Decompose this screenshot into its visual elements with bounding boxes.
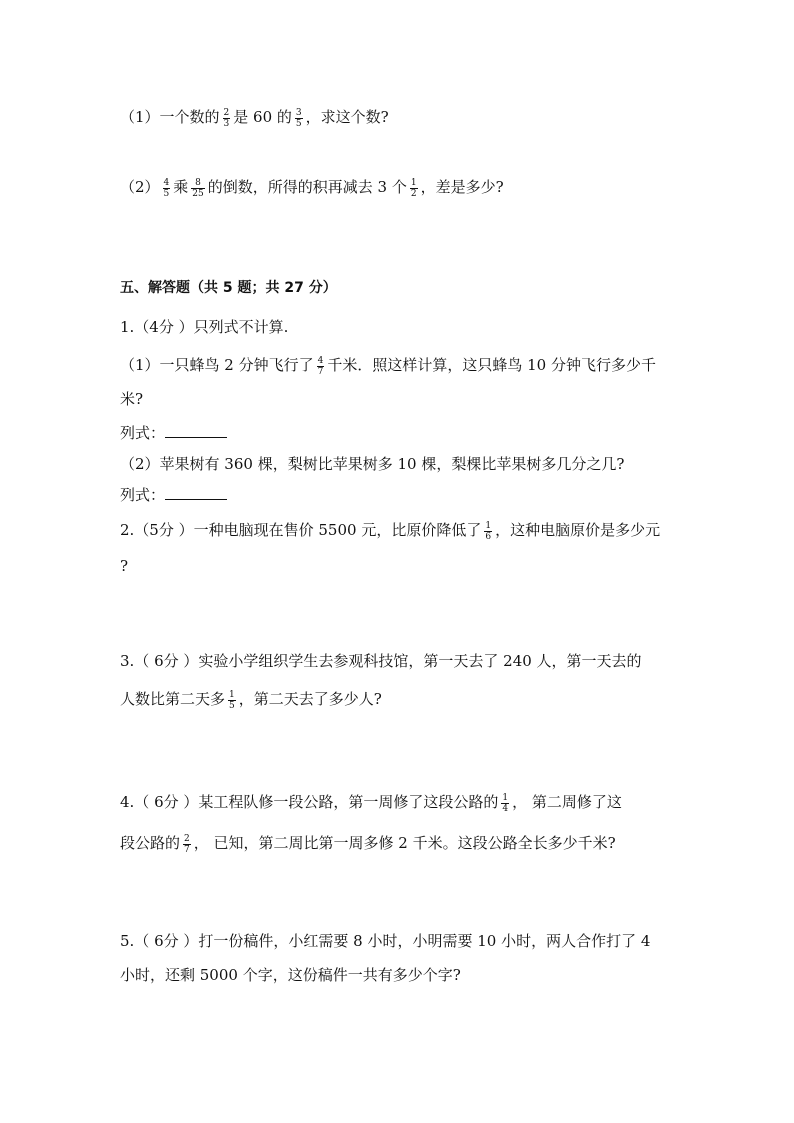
problem-1-answer-2 [120, 484, 227, 506]
numerator: 8 [191, 178, 204, 189]
fraction [484, 521, 492, 542]
problem-1-answer-1 [120, 422, 227, 444]
text: 段公路的 [120, 834, 181, 852]
problem-1-a-line-2: 米? [120, 390, 144, 408]
fraction [183, 834, 191, 855]
numerator: 1 [485, 520, 492, 531]
numerator: 4 [163, 177, 170, 188]
text: ，这种电脑原价是多少元 [495, 521, 661, 539]
section-heading: 五、解答题（共 5 题；共 27 分） [120, 280, 337, 296]
denominator: 2 [410, 188, 417, 199]
fraction [410, 178, 418, 199]
calc-question-2 [120, 176, 504, 199]
numerator: 1 [229, 689, 235, 700]
denominator: 5 [295, 118, 302, 129]
problem-3-line-2 [120, 688, 382, 711]
answer-blank[interactable] [165, 485, 227, 500]
text: ， 第二周修了这 [512, 793, 622, 811]
numerator: 2 [223, 107, 230, 118]
calc-question-1 [120, 106, 389, 129]
answer-label: 列式： [120, 486, 166, 504]
problem-4-line-2 [120, 832, 616, 855]
text: （1）一只蜂鸟 2 分钟飞行了 [120, 356, 314, 374]
denominator: 7 [317, 366, 324, 377]
text: 4.（ 6分 ）某工程队修一段公路，第一周修了这段公路的 [120, 793, 499, 811]
fraction [163, 178, 171, 199]
text: ，差是多少? [420, 178, 504, 196]
fraction [317, 356, 325, 377]
answer-label: 列式： [120, 424, 166, 442]
problem-5-line-2: 小时，还剩 5000 个字，这份稿件一共有多少个字? [120, 966, 461, 984]
problem-2-line-1 [120, 519, 660, 542]
text: ，第二天去了多少人? [238, 690, 382, 708]
numerator: 2 [184, 833, 190, 844]
problem-1-a-line-1 [120, 354, 656, 377]
fraction [223, 108, 231, 129]
text: 人数比第二天多 [120, 690, 226, 708]
numerator: 1 [410, 177, 417, 188]
numerator: 1 [502, 792, 509, 803]
problem-5-line-1: 5.（ 6分 ）打一份稿件，小红需要 8 小时，小明需要 10 小时，两人合作打了 4 [120, 932, 651, 950]
text: ，求这个数? [305, 108, 389, 126]
text: 乘 [173, 178, 189, 196]
answer-blank[interactable] [165, 423, 227, 438]
problem-1-heading: 1.（4分 ）只列式不计算. [120, 318, 289, 336]
denominator: 7 [184, 844, 190, 855]
numerator: 3 [295, 107, 302, 118]
fraction [501, 793, 509, 814]
fraction [191, 178, 204, 199]
text: 的倒数，所得的积再减去 3 个 [207, 178, 407, 196]
text: （1）一个数的 [120, 108, 220, 126]
denominator: 5 [163, 188, 170, 199]
problem-2-line-2: ? [120, 557, 129, 575]
denominator: 3 [223, 118, 230, 129]
denominator: 6 [485, 531, 492, 542]
text: ， 已知，第二周比第一周多修 2 千米。这段公路全长多少千米? [193, 834, 616, 852]
problem-1-b-line: （2）苹果树有 360 棵，梨树比苹果树多 10 棵，梨棵比苹果树多几分之几? [120, 455, 625, 473]
numerator: 4 [317, 355, 324, 366]
text: （2） [120, 178, 160, 196]
text: 2.（5分 ）一种电脑现在售价 5500 元，比原价降低了 [120, 521, 482, 539]
denominator: 25 [192, 188, 204, 199]
problem-3-line-1: 3.（ 6分 ）实验小学组织学生去参观科技馆，第一天去了 240 人，第一天去的 [120, 652, 642, 670]
text: 千米．照这样计算，这只蜂鸟 10 分钟飞行多少千 [327, 356, 656, 374]
problem-4-line-1 [120, 791, 622, 814]
denominator: 5 [229, 700, 235, 711]
text: 是 60 的 [233, 108, 292, 126]
denominator: 4 [502, 803, 509, 814]
fraction [228, 690, 236, 711]
fraction [295, 108, 303, 129]
